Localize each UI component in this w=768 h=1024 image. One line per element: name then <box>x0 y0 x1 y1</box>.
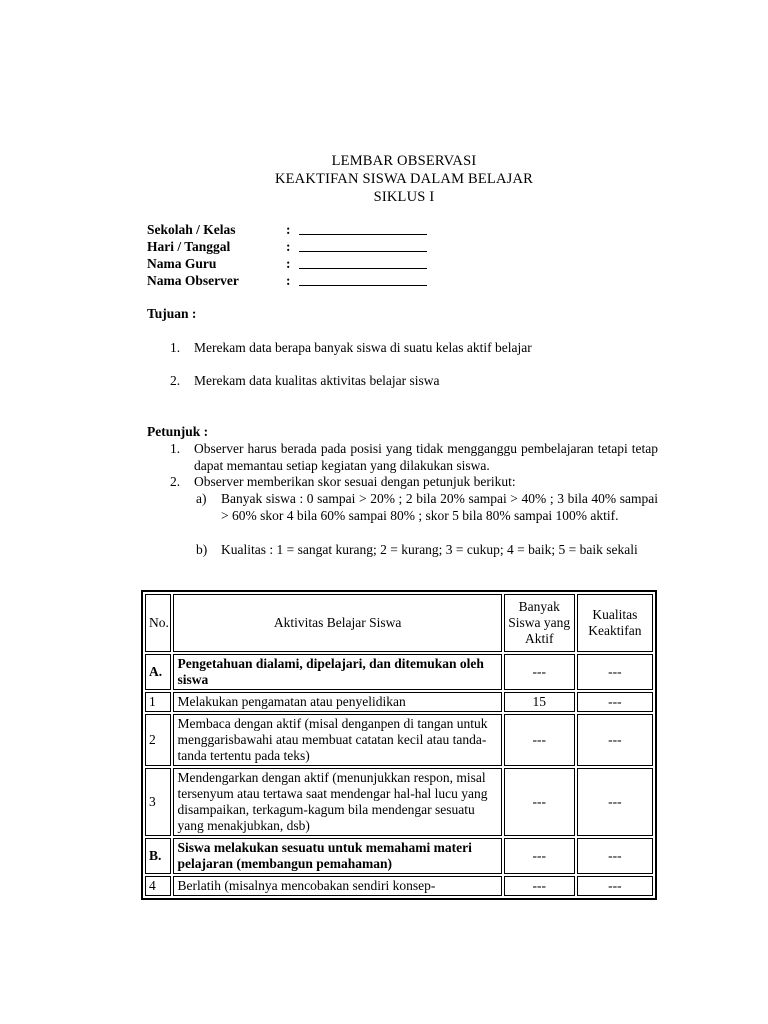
petunjuk-subitem-label: b) <box>196 542 208 557</box>
observation-table <box>141 590 657 900</box>
info-field-colon: : <box>286 222 291 237</box>
row-number: B. <box>145 838 171 874</box>
petunjuk-item-text: Observer memberikan skor sesuai dengan petunjuk berikut: <box>194 474 516 489</box>
petunjuk-subitem-label: a) <box>196 491 207 506</box>
row-number: 1 <box>145 692 171 712</box>
row-number: 2 <box>145 714 171 766</box>
row-activity: Melakukan pengamatan atau penyelidikan <box>173 692 501 712</box>
table-row <box>145 692 653 712</box>
petunjuk-subitem-text: Kualitas : 1 = sangat kurang; 2 = kurang; 3 = cukup; 4 = baik; 5 = baik sekali <box>221 542 638 557</box>
row-kualitas-value[interactable]: --- <box>577 654 653 690</box>
tujuan-item-text: Merekam data berapa banyak siswa di suatu kelas aktif belajar <box>194 340 532 355</box>
row-banyak-value[interactable]: --- <box>504 714 575 766</box>
info-field-colon: : <box>286 239 291 254</box>
petunjuk-item-number: 2. <box>170 474 181 489</box>
tujuan-heading: Tujuan : <box>147 306 197 321</box>
header-aktivitas: Aktivitas Belajar Siswa <box>173 594 501 652</box>
info-field-label: Hari / Tanggal <box>147 239 231 254</box>
row-kualitas-value[interactable]: --- <box>577 768 653 836</box>
section-row <box>145 838 653 874</box>
row-activity: Membaca dengan aktif (misal denganpen di tangan untuk menggarisbawahi atau membuat catatan kecil atau tanda-tanda tertentu pada teks) <box>173 714 501 766</box>
row-activity: Berlatih (misalnya mencobakan sendiri konsep- <box>173 876 501 896</box>
petunjuk-item-text: Observer harus berada pada posisi yang tidak mengganggu pembelajaran tetapi tetap dapat memantau setiap kegiatan yang dilakukan siswa. <box>194 441 658 473</box>
table-header-row <box>145 594 653 652</box>
table-row <box>145 876 653 896</box>
info-field-colon: : <box>286 256 291 271</box>
tujuan-item-number: 2. <box>170 373 181 388</box>
row-activity: Pengetahuan dialami, dipelajari, dan ditemukan oleh siswa <box>173 654 501 690</box>
cycle-label: SIKLUS I <box>373 189 435 205</box>
header-kualitas: Kualitas Keaktifan <box>577 594 653 652</box>
header-no: No. <box>145 594 171 652</box>
row-activity: Mendengarkan dengan aktif (menunjukkan respon, misal tersenyum atau tertawa saat mendengar hal-hal lucu yang disampaikan, terkagum-kagum bila mendengar sesuatu yang menakjubkan, dsb) <box>173 768 501 836</box>
info-field-colon: : <box>286 273 291 288</box>
row-kualitas-value[interactable]: --- <box>577 714 653 766</box>
row-kualitas-value[interactable]: --- <box>577 692 653 712</box>
document-title: LEMBAR OBSERVASI <box>331 153 477 169</box>
row-number: 3 <box>145 768 171 836</box>
table-row <box>145 768 653 836</box>
tujuan-item-text: Merekam data kualitas aktivitas belajar siswa <box>194 373 440 388</box>
row-number: 4 <box>145 876 171 896</box>
fill-in-line[interactable] <box>299 285 427 286</box>
row-banyak-value[interactable]: --- <box>504 838 575 874</box>
table-row <box>145 714 653 766</box>
row-banyak-value[interactable]: --- <box>504 876 575 896</box>
row-banyak-value[interactable]: --- <box>504 654 575 690</box>
row-kualitas-value[interactable]: --- <box>577 876 653 896</box>
petunjuk-heading: Petunjuk : <box>147 424 209 439</box>
section-row <box>145 654 653 690</box>
header-banyak-siswa: Banyak Siswa yang Aktif <box>504 594 575 652</box>
info-field-label: Sekolah / Kelas <box>147 222 236 237</box>
petunjuk-subitem-text: Banyak siswa : 0 sampai > 20% ; 2 bila 20% sampai > 40% ; 3 bila 40% sampai > 60% skor 4 bila 60% sampai 80% ; skor 5 bila 80% sampai 100% aktif. <box>221 491 658 523</box>
row-banyak-value[interactable]: 15 <box>504 692 575 712</box>
info-field-label: Nama Observer <box>147 273 239 288</box>
row-banyak-value[interactable]: --- <box>504 768 575 836</box>
tujuan-item-number: 1. <box>170 340 181 355</box>
info-field-label: Nama Guru <box>147 256 217 271</box>
petunjuk-item-number: 1. <box>170 441 181 456</box>
row-number: A. <box>145 654 171 690</box>
row-kualitas-value[interactable]: --- <box>577 838 653 874</box>
fill-in-line[interactable] <box>299 234 427 235</box>
row-activity: Siswa melakukan sesuatu untuk memahami materi pelajaran (membangun pemahaman) <box>173 838 501 874</box>
document-subtitle: KEAKTIFAN SISWA DALAM BELAJAR <box>274 171 534 187</box>
fill-in-line[interactable] <box>299 268 427 269</box>
fill-in-line[interactable] <box>299 251 427 252</box>
